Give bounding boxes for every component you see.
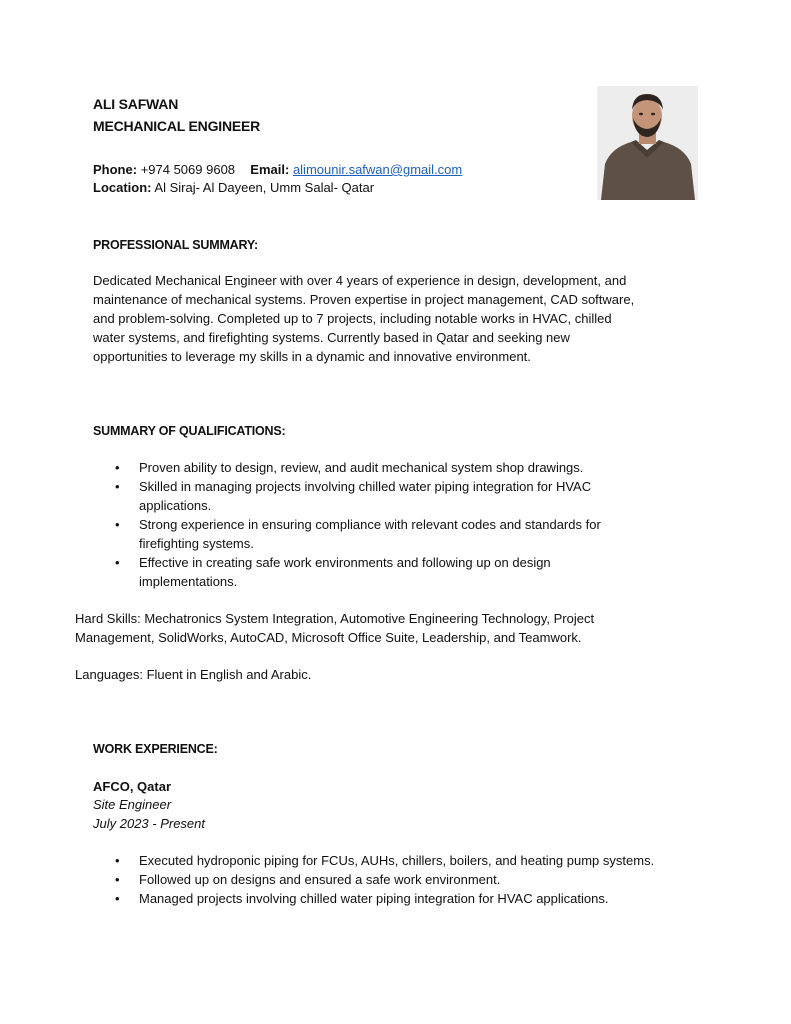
hard-skills-line: Hard Skills: Mechatronics System Integration, Automotive Engineering Technology, Project [75, 611, 595, 626]
location-value: Al Siraj- Al Dayeen, Umm Salal- Qatar [154, 180, 375, 195]
list-item [93, 515, 713, 553]
job-title: MECHANICAL ENGINEER [93, 118, 261, 134]
list-item-text: • Skilled in managing projects involving chilled water piping integration for HVAC [139, 479, 592, 494]
hard-skills [75, 609, 715, 647]
job-dates: July 2023 - Present [93, 816, 206, 831]
summary-line: Dedicated Mechanical Engineer with over 4 years of experience in design, development, and [93, 273, 627, 288]
work-heading: WORK EXPERIENCE: [93, 742, 218, 756]
qualifications-list [93, 458, 713, 591]
list-item [93, 553, 713, 591]
work-duties-list [93, 851, 733, 908]
languages: Languages: Fluent in English and Arabic. [75, 667, 312, 682]
summary-line: maintenance of mechanical systems. Proven expertise in project management, CAD software, [93, 292, 635, 307]
summary-heading: PROFESSIONAL SUMMARY: [93, 238, 259, 252]
summary-text [93, 271, 693, 366]
company-name: AFCO, Qatar [93, 779, 172, 794]
location-line [93, 178, 374, 197]
summary-line: opportunities to leverage my skills in a dynamic and innovative environment. [93, 349, 531, 364]
phone-label: Phone: [93, 162, 138, 177]
list-item-text: applications. [139, 498, 212, 513]
summary-line: water systems, and firefighting systems. Currently based in Qatar and seeking new [93, 330, 570, 345]
qualifications-heading: SUMMARY OF QUALIFICATIONS: [93, 424, 286, 438]
profile-photo [597, 86, 698, 200]
phone-value: +974 5069 9608 [140, 162, 236, 177]
location-label: Location: [93, 180, 152, 195]
list-item-text: • Effective in creating safe work environments and following up on design [139, 555, 551, 570]
person-photo-icon [597, 86, 698, 200]
hard-skills-line: Management, SolidWorks, AutoCAD, Microsoft Office Suite, Leadership, and Teamwork. [75, 630, 582, 645]
list-item-text: implementations. [139, 574, 238, 589]
list-item [93, 458, 713, 477]
job-role: Site Engineer [93, 797, 172, 812]
email-label: Email: [250, 162, 290, 177]
list-item-text: firefighting systems. [139, 536, 254, 551]
list-item: • Followed up on designs and ensured a safe work environment. [93, 870, 733, 889]
list-item-text: • Proven ability to design, review, and audit mechanical system shop drawings. [139, 460, 584, 475]
list-item: • Managed projects involving chilled water piping integration for HVAC applications. [93, 889, 733, 908]
list-item: • Executed hydroponic piping for FCUs, AUHs, chillers, boilers, and heating pump systems. [93, 851, 733, 870]
list-item [93, 477, 713, 515]
email-link[interactable]: alimounir.safwan@gmail.com [292, 162, 463, 177]
candidate-name: ALI SAFWAN [93, 96, 179, 112]
summary-line: and problem-solving. Completed up to 7 projects, including notable works in HVAC, chilled [93, 311, 612, 326]
contact-line [93, 160, 462, 179]
list-item-text: • Strong experience in ensuring compliance with relevant codes and standards for [139, 517, 601, 532]
